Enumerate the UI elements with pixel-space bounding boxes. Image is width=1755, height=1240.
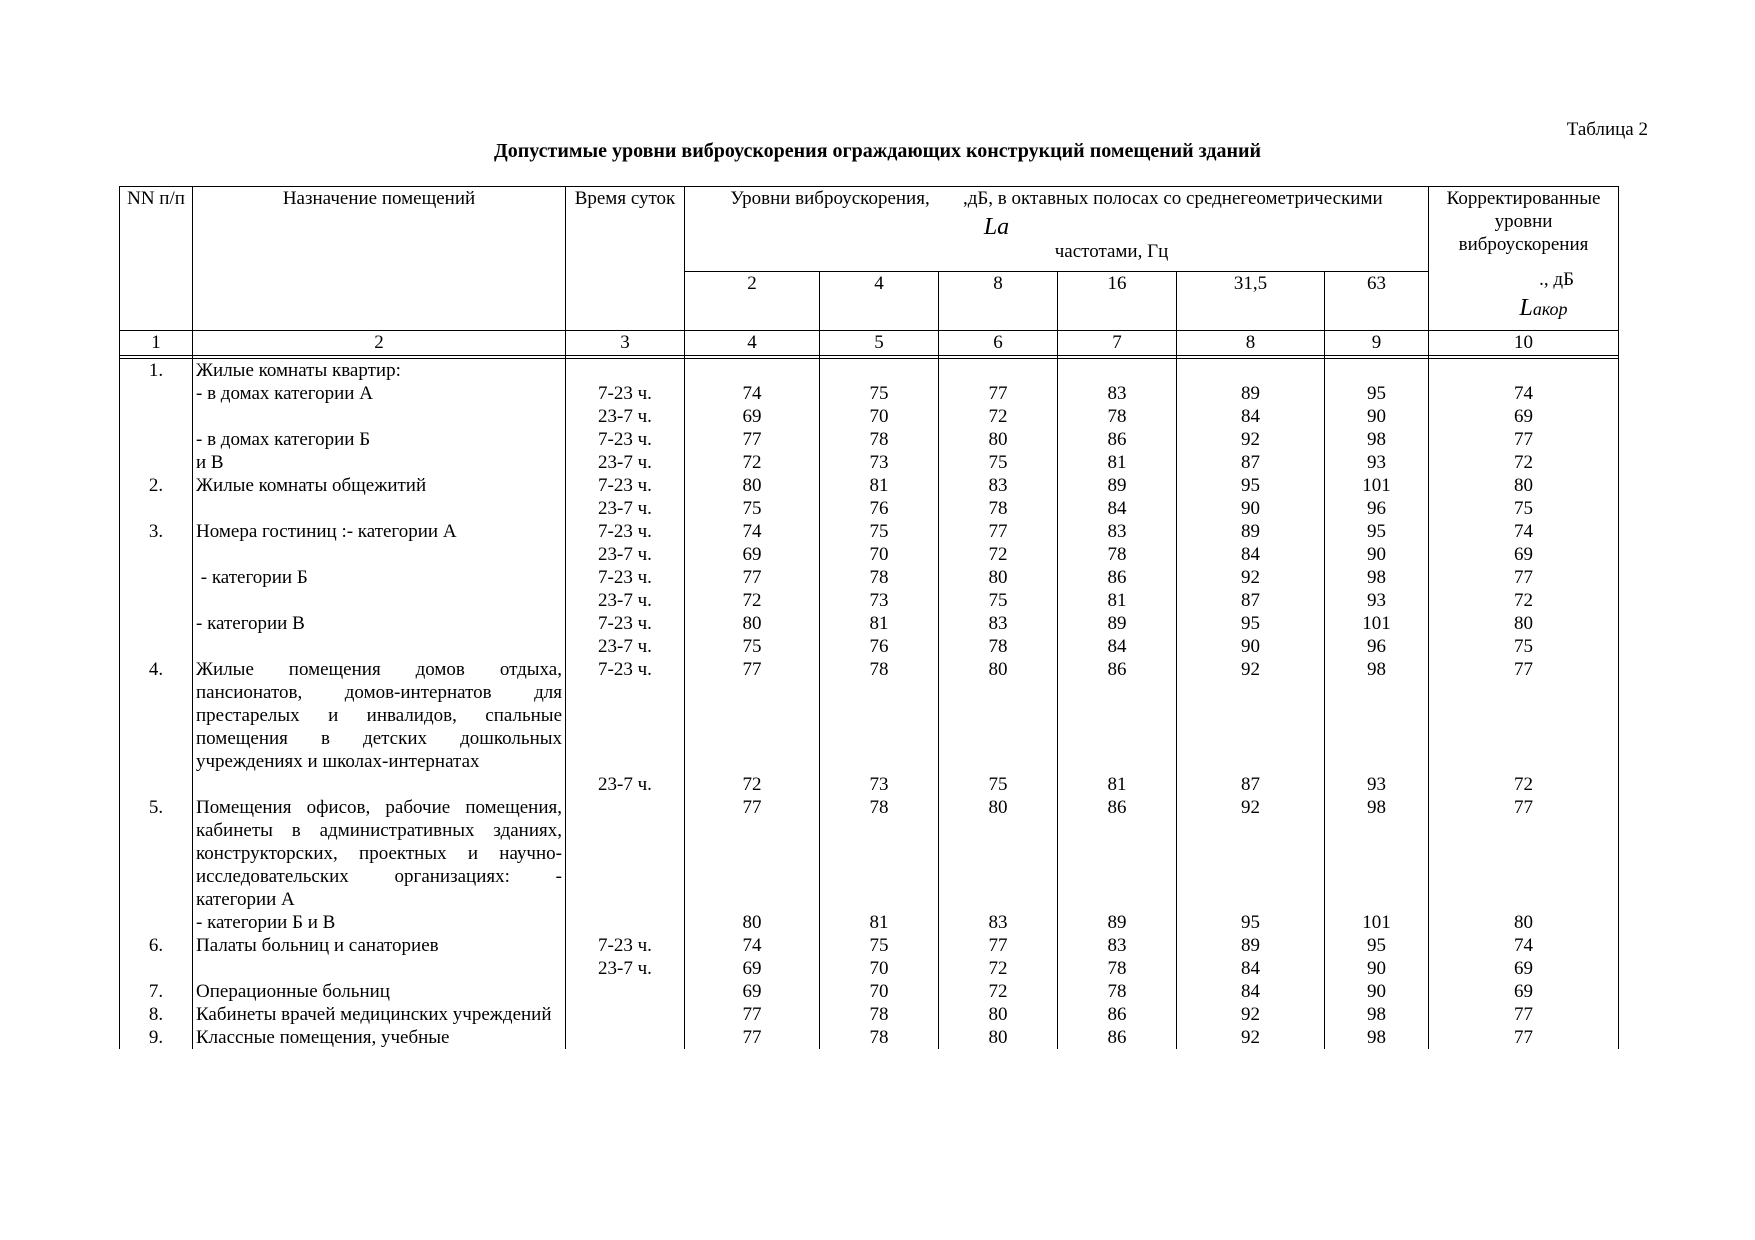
octave-level: 77: [685, 428, 820, 451]
freq-4: 4: [820, 272, 939, 331]
row-number: [120, 497, 193, 520]
octave-level: 83: [939, 612, 1058, 635]
octave-level: 70: [820, 980, 939, 1003]
time-of-day: 23-7 ч.: [566, 451, 685, 474]
table-row: [120, 428, 1619, 451]
octave-level: 72: [685, 589, 820, 612]
corrected-level: 77: [1429, 566, 1619, 589]
octave-level: 90: [1177, 497, 1325, 520]
octave-level: 80: [685, 474, 820, 497]
octave-level: 95: [1325, 520, 1429, 543]
time-of-day: 7-23 ч.: [566, 382, 685, 405]
octave-level: 95: [1325, 382, 1429, 405]
header-purpose: Назначение помещений: [193, 187, 566, 331]
corrected-level: 77: [1429, 796, 1619, 911]
corrected-level: 74: [1429, 934, 1619, 957]
octave-level: 80: [939, 1026, 1058, 1049]
col-number: 5: [820, 331, 939, 356]
col-number: 2: [193, 331, 566, 356]
octave-level: 77: [939, 520, 1058, 543]
room-purpose: [193, 957, 566, 980]
octave-level: 87: [1177, 451, 1325, 474]
octave-level: 78: [820, 1026, 939, 1049]
octave-level: 80: [939, 796, 1058, 911]
row-number: [120, 957, 193, 980]
octave-level: 70: [820, 957, 939, 980]
octave-level: 81: [820, 911, 939, 934]
room-purpose: - категории Б и В: [193, 911, 566, 934]
table-label: Таблица 2: [1566, 119, 1648, 140]
room-purpose: Жилые помещения домов отдыха, пансионатов, домов-интернатов для престарелых и инвалидов, спальные помещения в детских дошкольных учреждениях и школах-интернатах: [193, 658, 566, 773]
octave-level: 78: [1058, 543, 1177, 566]
octave-level: 92: [1177, 1003, 1325, 1026]
octave-level: 96: [1325, 497, 1429, 520]
row-number: 1.: [120, 359, 193, 383]
time-of-day: 23-7 ч.: [566, 773, 685, 796]
octave-level: 69: [685, 957, 820, 980]
octave-level: 74: [685, 382, 820, 405]
col-number: 8: [1177, 331, 1325, 356]
vibration-table: [119, 186, 1619, 1049]
octave-level: 98: [1325, 1003, 1429, 1026]
room-purpose: - в домах категории А: [193, 382, 566, 405]
time-of-day: [566, 911, 685, 934]
octave-level: 77: [685, 658, 820, 773]
time-of-day: 7-23 ч.: [566, 428, 685, 451]
octave-level: 74: [685, 934, 820, 957]
octave-level: 86: [1058, 428, 1177, 451]
table-row: [120, 405, 1619, 428]
octave-level: 81: [820, 612, 939, 635]
octave-level: 77: [939, 934, 1058, 957]
table-row: [120, 566, 1619, 589]
octave-level: 73: [820, 589, 939, 612]
symbol-lakor-letter: L: [1519, 295, 1533, 321]
octave-level: 70: [820, 543, 939, 566]
octave-level: 78: [1058, 957, 1177, 980]
octave-level: 78: [820, 428, 939, 451]
header-nn: NN п/п: [120, 187, 193, 331]
octave-level: 72: [939, 957, 1058, 980]
row-number: 9.: [120, 1026, 193, 1049]
row-number: 6.: [120, 934, 193, 957]
octave-level: 75: [820, 382, 939, 405]
time-of-day: 7-23 ч.: [566, 474, 685, 497]
row-number: [120, 428, 193, 451]
octave-level: 95: [1325, 934, 1429, 957]
octave-level: 78: [820, 796, 939, 911]
table-row: [120, 1026, 1619, 1049]
octave-level: 73: [820, 773, 939, 796]
corrected-level: 69: [1429, 957, 1619, 980]
octave-level: 80: [939, 658, 1058, 773]
header-freq-unit: частотами, Гц: [1054, 241, 1169, 262]
table-row: [120, 589, 1619, 612]
octave-level: 86: [1058, 658, 1177, 773]
freq-63: 63: [1325, 272, 1429, 331]
octave-level: 78: [820, 566, 939, 589]
octave-level: 75: [939, 773, 1058, 796]
room-purpose: [193, 773, 566, 796]
room-purpose: Жилые комнаты квартир:: [193, 359, 566, 383]
octave-level: 78: [1058, 980, 1177, 1003]
octave-level: 95: [1177, 612, 1325, 635]
symbol-lakor-sub: aкор: [1532, 299, 1568, 319]
col-number: 3: [566, 331, 685, 356]
table-row: [120, 1003, 1619, 1026]
octave-level: 83: [939, 911, 1058, 934]
octave-level: 87: [1177, 773, 1325, 796]
room-purpose: Кабинеты врачей медицинских учреждений: [193, 1003, 566, 1026]
header-time: Время суток: [566, 187, 685, 331]
corrected-level: 72: [1429, 589, 1619, 612]
octave-level: 89: [1058, 911, 1177, 934]
col-number: 7: [1058, 331, 1177, 356]
octave-level: 89: [1058, 474, 1177, 497]
octave-level: 84: [1177, 543, 1325, 566]
octave-level: 86: [1058, 566, 1177, 589]
octave-level: 81: [1058, 773, 1177, 796]
row-number: 3.: [120, 520, 193, 543]
octave-level: 83: [1058, 382, 1177, 405]
octave-level: 89: [1177, 934, 1325, 957]
room-purpose: Классные помещения, учебные: [193, 1026, 566, 1049]
col-number: 9: [1325, 331, 1429, 356]
col-number: 4: [685, 331, 820, 356]
octave-level: 78: [820, 1003, 939, 1026]
row-number: [120, 773, 193, 796]
octave-level: [685, 359, 820, 383]
octave-level: 90: [1325, 543, 1429, 566]
corrected-level: 77: [1429, 1026, 1619, 1049]
octave-level: 80: [939, 1003, 1058, 1026]
freq-8: 8: [939, 272, 1058, 331]
room-purpose: Номера гостиниц :- категории А: [193, 520, 566, 543]
row-number: 2.: [120, 474, 193, 497]
corrected-level: 72: [1429, 451, 1619, 474]
table-row: [120, 980, 1619, 1003]
octave-level: [1177, 359, 1325, 383]
table-row: [120, 796, 1619, 911]
octave-level: 83: [1058, 520, 1177, 543]
octave-level: 92: [1177, 796, 1325, 911]
table-row: [120, 543, 1619, 566]
octave-level: 93: [1325, 589, 1429, 612]
corrected-level: 69: [1429, 405, 1619, 428]
table-row: [120, 382, 1619, 405]
octave-level: 77: [939, 382, 1058, 405]
header-levels-pre: Уровни виброускорения,: [730, 188, 930, 209]
column-numbers-row: [120, 331, 1619, 356]
octave-level: 75: [685, 635, 820, 658]
corrected-level: 80: [1429, 612, 1619, 635]
room-purpose: [193, 589, 566, 612]
octave-level: 72: [939, 980, 1058, 1003]
header-corrected-unit: ., дБ: [1539, 269, 1574, 290]
octave-level: 69: [685, 405, 820, 428]
octave-level: 84: [1177, 957, 1325, 980]
octave-level: 72: [939, 543, 1058, 566]
octave-level: 72: [685, 773, 820, 796]
octave-level: 93: [1325, 773, 1429, 796]
corrected-level: 77: [1429, 1003, 1619, 1026]
octave-level: 86: [1058, 1003, 1177, 1026]
time-of-day: 23-7 ч.: [566, 957, 685, 980]
octave-level: [1325, 359, 1429, 383]
octave-level: 101: [1325, 474, 1429, 497]
col-number: 10: [1429, 331, 1619, 356]
time-of-day: [566, 796, 685, 911]
table-row: [120, 773, 1619, 796]
freq-2: 2: [685, 272, 820, 331]
row-number: 7.: [120, 980, 193, 1003]
octave-level: 78: [1058, 405, 1177, 428]
octave-level: 75: [820, 934, 939, 957]
time-of-day: [566, 1003, 685, 1026]
row-number: [120, 612, 193, 635]
octave-level: 69: [685, 543, 820, 566]
table-row: [120, 451, 1619, 474]
table-row: [120, 934, 1619, 957]
octave-level: 75: [939, 451, 1058, 474]
octave-level: 81: [1058, 451, 1177, 474]
col-number: 6: [939, 331, 1058, 356]
time-of-day: [566, 359, 685, 383]
room-purpose: - категории В: [193, 612, 566, 635]
octave-level: 81: [820, 474, 939, 497]
row-number: [120, 635, 193, 658]
octave-level: 80: [939, 428, 1058, 451]
time-of-day: 23-7 ч.: [566, 405, 685, 428]
time-of-day: 7-23 ч.: [566, 934, 685, 957]
octave-level: 75: [685, 497, 820, 520]
octave-level: 98: [1325, 658, 1429, 773]
octave-level: 92: [1177, 428, 1325, 451]
octave-level: 72: [685, 451, 820, 474]
octave-level: 98: [1325, 566, 1429, 589]
octave-level: 92: [1177, 1026, 1325, 1049]
freq-31-5: 31,5: [1177, 272, 1325, 331]
octave-level: 98: [1325, 1026, 1429, 1049]
corrected-level: 80: [1429, 911, 1619, 934]
room-purpose: [193, 543, 566, 566]
octave-level: 75: [820, 520, 939, 543]
octave-level: 86: [1058, 1026, 1177, 1049]
octave-level: [1058, 359, 1177, 383]
symbol-lakor: [1479, 297, 1608, 321]
time-of-day: 7-23 ч.: [566, 520, 685, 543]
time-of-day: 23-7 ч.: [566, 589, 685, 612]
octave-level: 76: [820, 497, 939, 520]
table-row: [120, 474, 1619, 497]
octave-level: 95: [1177, 911, 1325, 934]
corrected-level: 74: [1429, 382, 1619, 405]
room-purpose: Палаты больниц и санаториев: [193, 934, 566, 957]
octave-level: 80: [939, 566, 1058, 589]
corrected-level: 77: [1429, 428, 1619, 451]
octave-level: 76: [820, 635, 939, 658]
corrected-level: 69: [1429, 980, 1619, 1003]
room-purpose: [193, 497, 566, 520]
octave-level: 83: [1058, 934, 1177, 957]
octave-level: 78: [939, 635, 1058, 658]
room-purpose: Операционные больниц: [193, 980, 566, 1003]
octave-level: 75: [939, 589, 1058, 612]
octave-level: 89: [1177, 520, 1325, 543]
corrected-level: 69: [1429, 543, 1619, 566]
octave-level: 92: [1177, 658, 1325, 773]
room-purpose: Помещения офисов, рабочие помещения, кабинеты в административных зданиях, конструкторских, проектных и научно-исследовательских организациях: - категории А: [193, 796, 566, 911]
time-of-day: [566, 1026, 685, 1049]
room-purpose: - категории Б: [193, 566, 566, 589]
table-row: [120, 520, 1619, 543]
octave-level: 87: [1177, 589, 1325, 612]
octave-level: 80: [685, 911, 820, 934]
octave-level: 80: [685, 612, 820, 635]
row-number: 8.: [120, 1003, 193, 1026]
octave-level: 78: [820, 658, 939, 773]
corrected-level: 72: [1429, 773, 1619, 796]
room-purpose: [193, 405, 566, 428]
octave-level: 84: [1177, 980, 1325, 1003]
octave-level: 77: [685, 566, 820, 589]
octave-level: 78: [939, 497, 1058, 520]
row-number: [120, 451, 193, 474]
room-purpose: и В: [193, 451, 566, 474]
table-row: [120, 658, 1619, 773]
table-row: [120, 957, 1619, 980]
room-purpose: [193, 635, 566, 658]
octave-level: 73: [820, 451, 939, 474]
octave-level: 98: [1325, 796, 1429, 911]
room-purpose: Жилые комнаты общежитий: [193, 474, 566, 497]
octave-level: 77: [685, 1003, 820, 1026]
octave-level: 70: [820, 405, 939, 428]
col-number: 1: [120, 331, 193, 356]
time-of-day: 7-23 ч.: [566, 658, 685, 773]
header-levels-post: ,дБ, в октавных полосах со среднегеометрическими: [962, 188, 1383, 209]
time-of-day: 23-7 ч.: [566, 635, 685, 658]
row-number: [120, 382, 193, 405]
table-row: [120, 359, 1619, 383]
octave-level: 96: [1325, 635, 1429, 658]
octave-level: 84: [1058, 497, 1177, 520]
octave-level: 98: [1325, 428, 1429, 451]
table-row: [120, 911, 1619, 934]
corrected-level: 75: [1429, 635, 1619, 658]
table-row: [120, 635, 1619, 658]
symbol-la: La: [983, 214, 1010, 240]
octave-level: 74: [685, 520, 820, 543]
header-corrected-text: Корректированные уровни виброускорения: [1446, 188, 1601, 255]
row-number: [120, 589, 193, 612]
row-number: [120, 543, 193, 566]
table-row: [120, 612, 1619, 635]
octave-level: 101: [1325, 911, 1429, 934]
row-number: [120, 405, 193, 428]
row-number: 5.: [120, 796, 193, 911]
corrected-level: 80: [1429, 474, 1619, 497]
header-corrected: [1429, 187, 1619, 331]
octave-level: 90: [1325, 405, 1429, 428]
octave-level: 89: [1177, 382, 1325, 405]
octave-level: 93: [1325, 451, 1429, 474]
row-number: 4.: [120, 658, 193, 773]
octave-level: 89: [1058, 612, 1177, 635]
octave-level: 101: [1325, 612, 1429, 635]
octave-level: 86: [1058, 796, 1177, 911]
octave-level: [820, 359, 939, 383]
room-purpose: - в домах категории Б: [193, 428, 566, 451]
table-row: [120, 497, 1619, 520]
octave-level: 77: [685, 1026, 820, 1049]
row-number: [120, 911, 193, 934]
time-of-day: 23-7 ч.: [566, 497, 685, 520]
corrected-level: 75: [1429, 497, 1619, 520]
row-number: [120, 566, 193, 589]
octave-level: 84: [1177, 405, 1325, 428]
octave-level: 69: [685, 980, 820, 1003]
octave-level: 84: [1058, 635, 1177, 658]
octave-level: 83: [939, 474, 1058, 497]
time-of-day: 7-23 ч.: [566, 566, 685, 589]
octave-level: 77: [685, 796, 820, 911]
octave-level: 90: [1325, 957, 1429, 980]
octave-level: [939, 359, 1058, 383]
time-of-day: 23-7 ч.: [566, 543, 685, 566]
time-of-day: 7-23 ч.: [566, 612, 685, 635]
header-row-1: [120, 187, 1619, 272]
time-of-day: [566, 980, 685, 1003]
freq-16: 16: [1058, 272, 1177, 331]
octave-level: 90: [1177, 635, 1325, 658]
corrected-level: 77: [1429, 658, 1619, 773]
octave-level: 95: [1177, 474, 1325, 497]
header-levels: [685, 187, 1429, 272]
octave-level: 92: [1177, 566, 1325, 589]
corrected-level: 74: [1429, 520, 1619, 543]
corrected-level: [1429, 359, 1619, 383]
octave-level: 81: [1058, 589, 1177, 612]
table-body: [120, 359, 1619, 1050]
octave-level: 72: [939, 405, 1058, 428]
octave-level: 90: [1325, 980, 1429, 1003]
table-title: Допустимые уровни виброускорения ограждающих конструкций помещений зданий: [493, 140, 1262, 162]
